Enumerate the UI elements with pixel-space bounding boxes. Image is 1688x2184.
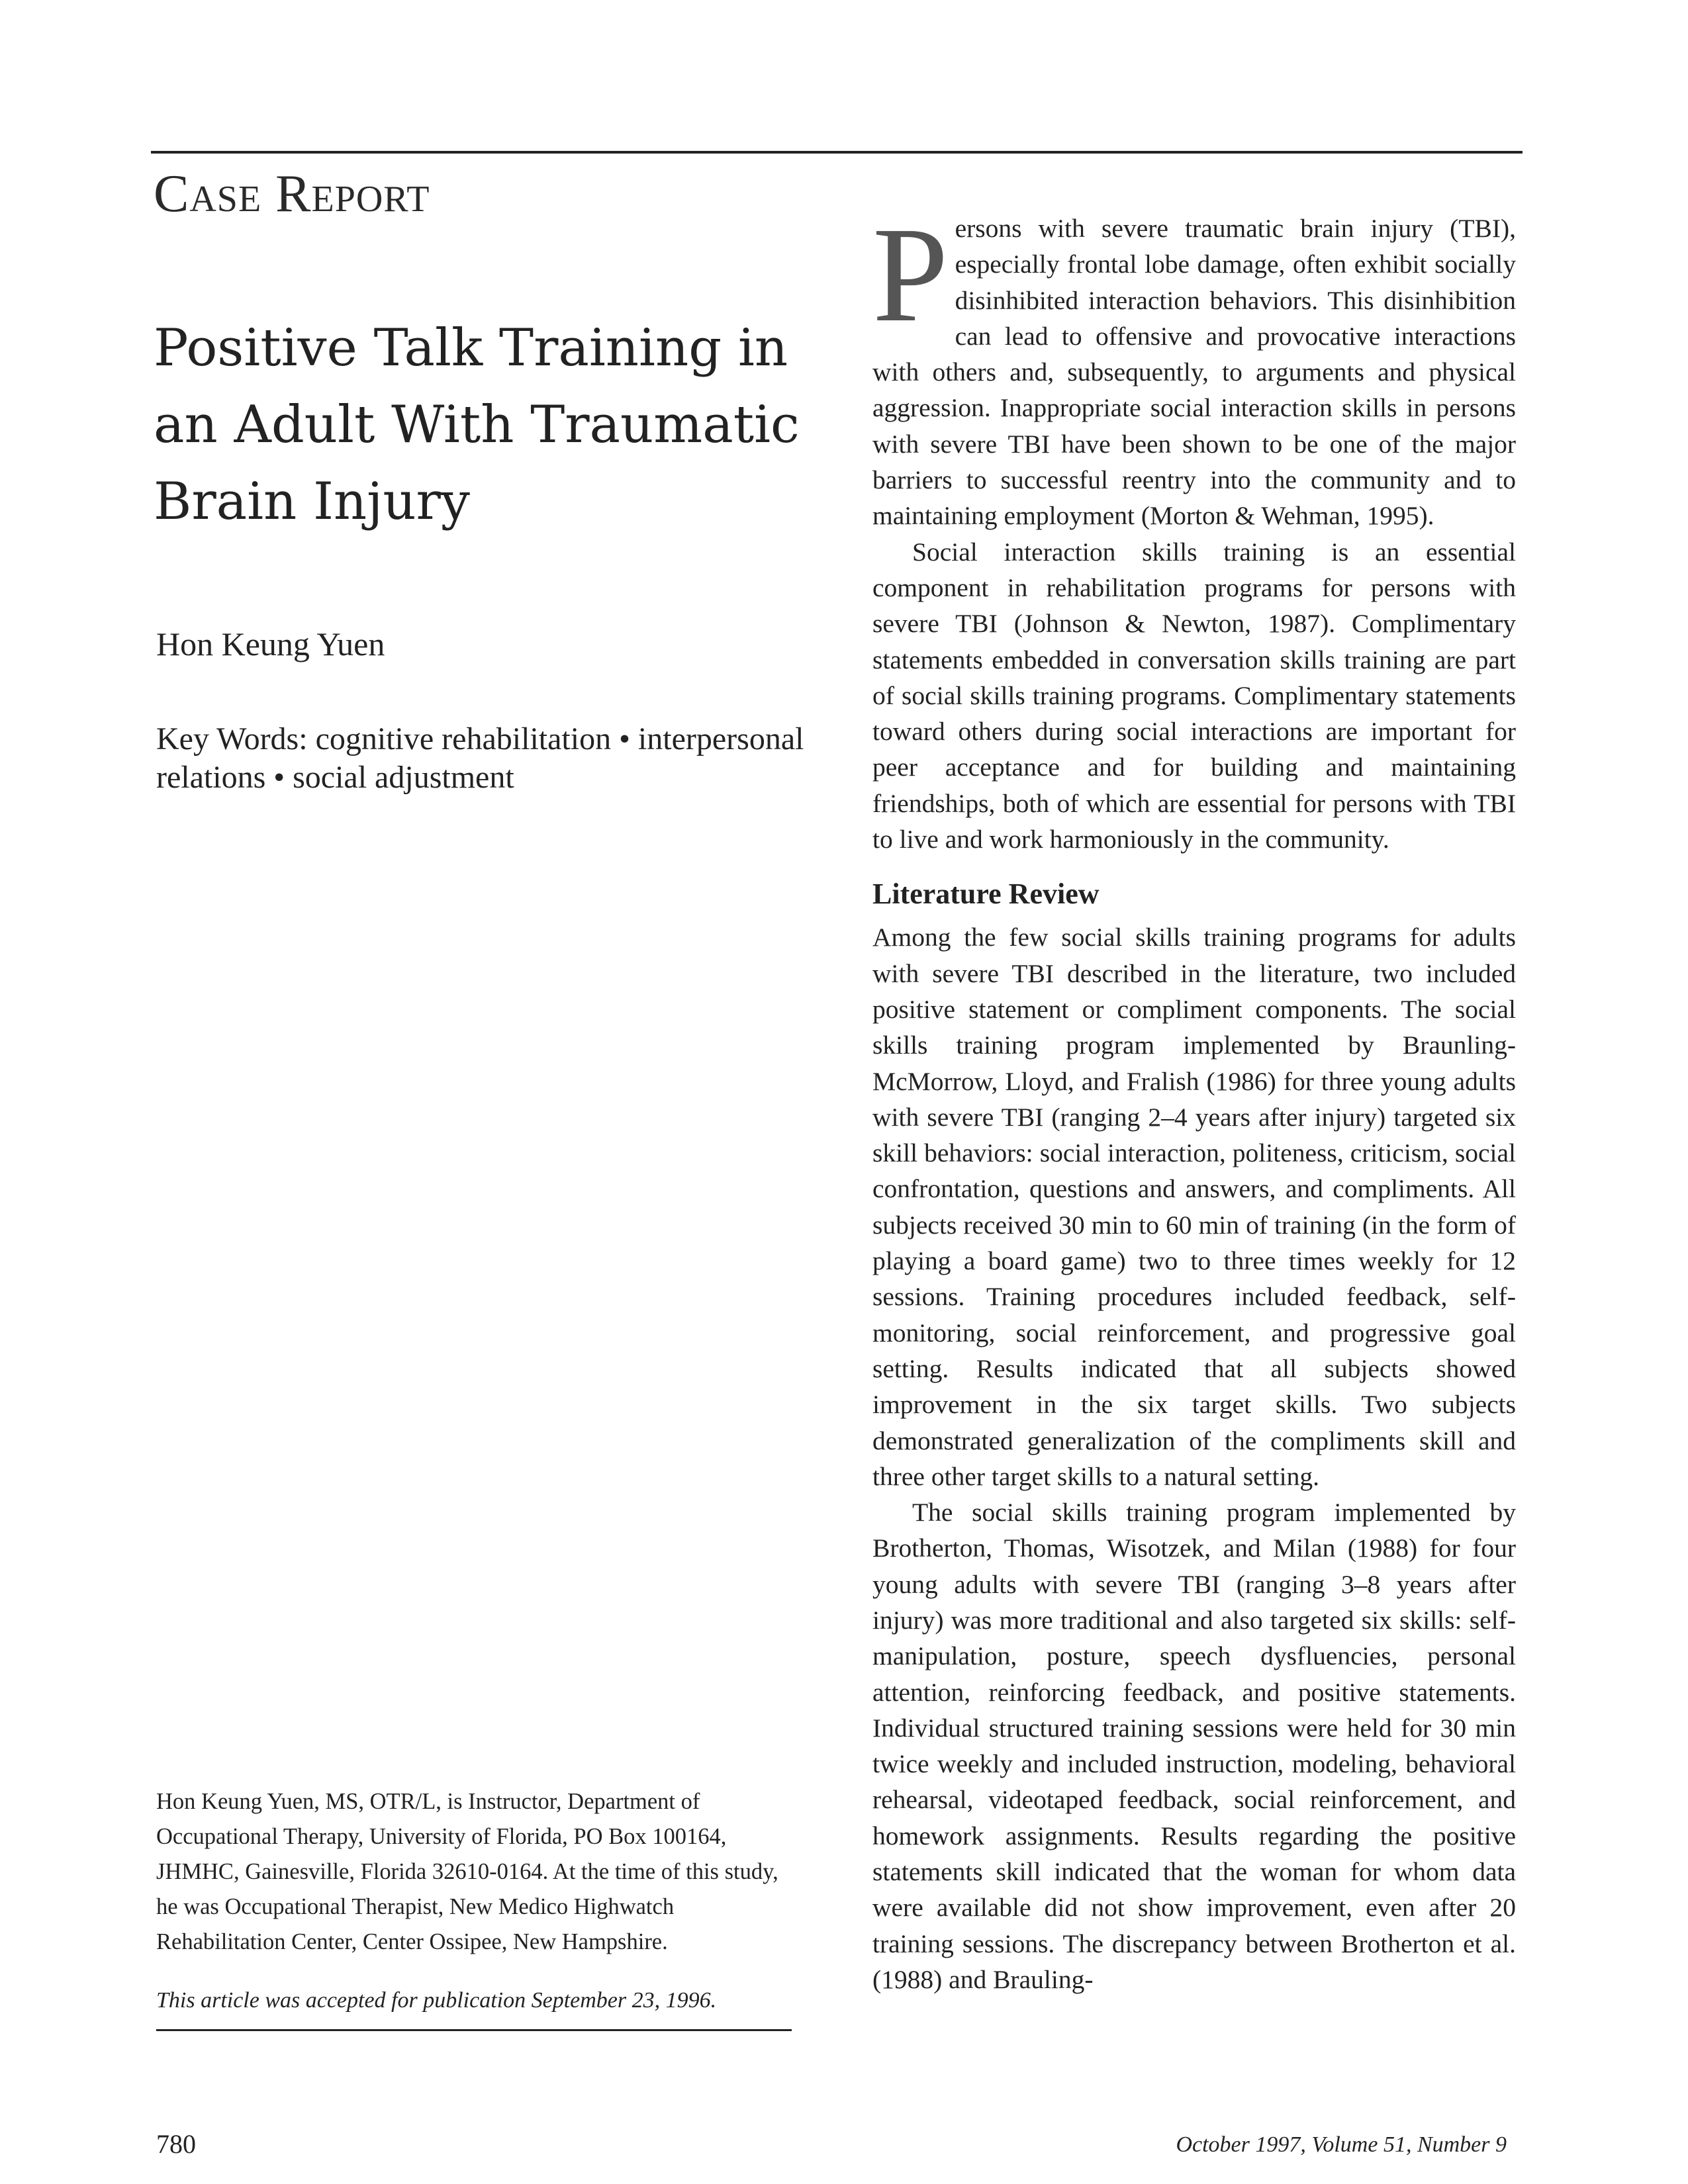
drop-cap: P [872, 199, 949, 350]
page-number: 780 [156, 2129, 196, 2159]
paragraph-intro-text: ersons with severe traumatic brain injury (TBI), especially frontal lobe damage, often exhibit socially disinhibited interaction behaviors. This disinhibition can lead to offensive and provocative interactions with others and, subsequently, to arguments and physical aggression. Inappropriate social interaction skills in persons with severe TBI have been shown to be one of the major barriers to successful reentry into the community and to maintaining employment (Morton & Wehman, 1995). [872, 214, 1516, 531]
author-affiliation: Hon Keung Yuen, MS, OTR/L, is Instructor, Department of Occupational Therapy, University of Florida, PO Box 100164, JHMHC, Gainesville, Florida 32610-0164. At the time of this study, he was Occupational Therapist, New Medico Highwatch Rehabilitation Center, Center Ossipee, New Hampshire. [156, 1789, 778, 1954]
paragraph-3: Among the few social skills training programs for adults with severe TBI described in the literature, two included positive statement or compliment components. The social skills training program implemented by Braunling-McMorrow, Lloyd, and Fralish (1986) for three young adults with severe TBI (ranging 2–4 years after injury) targeted six skill behaviors: social interaction, politeness, criticism, social confrontation, questions and answers, and compliments. All subjects received 30 min to 60 min of training (in the form of playing a board game) two to three times weekly for 12 sessions. Training procedures included feedback, self-monitoring, social reinforcement, and progressive goal setting. Results indicated that all subjects showed improvement in the six target skills. Two subjects demonstrated generalization of the compliments skill and three other target skills to a natural setting. [872, 923, 1516, 1491]
footnote-rule [156, 2029, 792, 2031]
keywords: Key Words: cognitive rehabilitation • interpersonal relations • social adjustment [156, 721, 804, 795]
author-name: Hon Keung Yuen [156, 625, 385, 662]
body-column [872, 199, 1516, 1997]
issue-info: October 1997, Volume 51, Number 9 [1176, 2132, 1507, 2157]
accepted-note: This article was accepted for publication September 23, 1996. [156, 1988, 717, 2013]
section-label: Case Report [154, 165, 430, 223]
paragraph-4: The social skills training program implemented by Brotherton, Thomas, Wisotzek, and Milan (1988) for four young adults with severe TBI (ranging 3–8 years after injury) was more traditional and also targeted six skills: self-manipulation, posture, speech dysfluencies, personal attention, reinforcing feedback, and positive statements. Individual structured training sessions were held for 30 min twice weekly and included instruction, modeling, behavioral rehearsal, videotaped feedback, social reinforcement, and homework assignments. Results regarding the positive statements skill indicated that the woman for whom data were available did not show improvement, even after 20 training sessions. The discrepancy between Brotherton et al. (1988) and Brauling- [872, 1498, 1516, 1994]
paragraph-intro [872, 199, 1516, 534]
paragraph-2: Social interaction skills training is an essential component in rehabilitation programs for persons with severe TBI (Johnson & Newton, 1987). Complimentary statements embedded in conversation skills training are part of social skills training programs. Complimentary statements toward others during social interactions are important for peer acceptance and for building and maintaining friendships, both of which are essential for persons with TBI to live and work harmoniously in the community. [872, 537, 1516, 854]
top-rule [151, 151, 1523, 154]
article-title: Positive Talk Training in an Adult With Traumatic Brain Injury [154, 318, 800, 531]
heading-literature-review: Literature Review [872, 878, 1100, 911]
